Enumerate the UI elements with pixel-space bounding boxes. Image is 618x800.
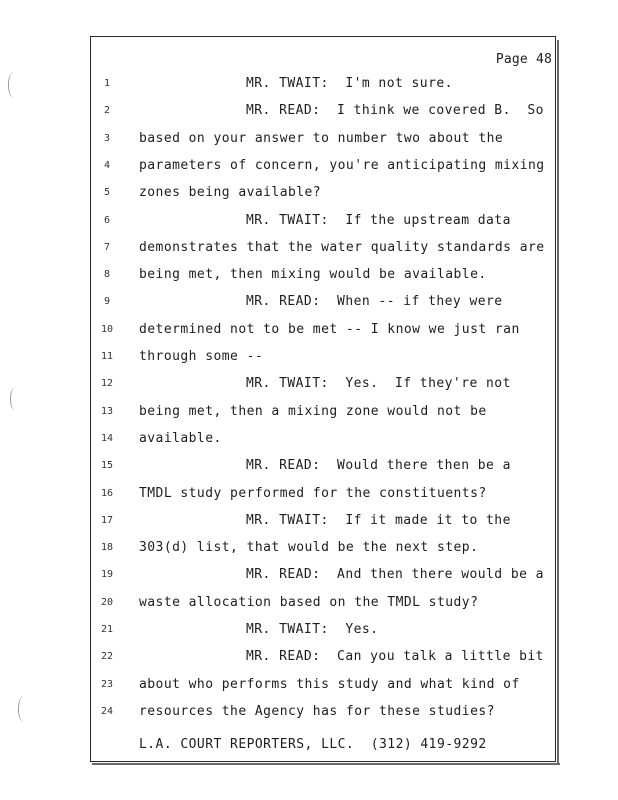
transcript-line: parameters of concern, you're anticipating mixing bbox=[139, 157, 545, 173]
line-number: 12 bbox=[100, 378, 114, 390]
line-number: 19 bbox=[100, 569, 114, 581]
scan-mark bbox=[8, 72, 19, 98]
line-number: 22 bbox=[100, 651, 114, 663]
page-edge-shadow-bottom bbox=[92, 763, 560, 765]
page-number: Page 48 bbox=[495, 52, 552, 67]
scan-mark bbox=[18, 696, 29, 722]
transcript-line: MR. TWAIT: I'm not sure. bbox=[246, 76, 453, 91]
transcript-line: 303(d) list, that would be the next step. bbox=[139, 540, 479, 556]
line-number: 3 bbox=[103, 132, 111, 144]
line-number: 23 bbox=[100, 678, 114, 690]
transcript-line: about who performs this study and what kind of bbox=[139, 676, 520, 692]
transcript-line: MR. TWAIT: Yes. If they're not bbox=[246, 376, 511, 392]
line-number: 21 bbox=[100, 624, 114, 635]
line-number: 14 bbox=[100, 432, 114, 444]
line-number: 16 bbox=[100, 487, 114, 499]
line-number: 7 bbox=[103, 241, 111, 253]
scan-mark bbox=[10, 388, 19, 410]
line-number: 4 bbox=[103, 159, 111, 171]
transcript-line: resources the Agency has for these studies? bbox=[139, 703, 495, 719]
transcript-line: through some -- bbox=[139, 349, 264, 364]
line-number: 11 bbox=[100, 351, 114, 362]
line-number: 20 bbox=[100, 596, 114, 608]
transcript-line: available. bbox=[139, 430, 222, 446]
transcript-line: MR. TWAIT: If the upstream data bbox=[246, 212, 511, 228]
transcript-line: TMDL study performed for the constituents? bbox=[139, 485, 487, 501]
transcript-line: determined not to be met -- I know we just ran bbox=[139, 321, 520, 337]
transcript-line: MR. READ: When -- if they were bbox=[246, 294, 503, 310]
transcript-line: being met, then mixing would be available. bbox=[139, 267, 487, 283]
transcript-line: demonstrates that the water quality standards are bbox=[139, 239, 545, 255]
transcript-line: zones being available? bbox=[139, 185, 322, 201]
line-number: 6 bbox=[103, 214, 111, 226]
line-number: 5 bbox=[103, 187, 111, 199]
court-reporter-footer: L.A. COURT REPORTERS, LLC. (312) 419-9292 bbox=[139, 737, 487, 752]
line-number: 15 bbox=[100, 460, 114, 472]
transcript-line: MR. READ: I think we covered B. So bbox=[246, 103, 544, 119]
line-number: 18 bbox=[100, 542, 114, 554]
line-number: 24 bbox=[100, 705, 114, 717]
line-number: 9 bbox=[103, 296, 111, 308]
transcript-line: MR. READ: Would there then be a bbox=[246, 458, 511, 474]
line-number: 17 bbox=[100, 514, 114, 526]
page-edge-shadow-right bbox=[557, 40, 559, 765]
transcript-line: MR. TWAIT: If it made it to the bbox=[246, 512, 511, 528]
transcript-line: being met, then a mixing zone would not be bbox=[139, 403, 487, 419]
transcript-line: MR. READ: And then there would be a bbox=[246, 567, 544, 583]
line-number: 10 bbox=[100, 323, 114, 335]
line-number: 2 bbox=[103, 105, 111, 117]
line-number: 13 bbox=[100, 405, 114, 417]
line-number: 1 bbox=[103, 78, 111, 89]
transcript-line: waste allocation based on the TMDL study? bbox=[139, 594, 479, 610]
transcript-line: MR. TWAIT: Yes. bbox=[246, 622, 379, 637]
line-number: 8 bbox=[103, 269, 111, 281]
transcript-line: based on your answer to number two about the bbox=[139, 130, 504, 146]
transcript-line: MR. READ: Can you talk a little bit bbox=[246, 649, 544, 665]
